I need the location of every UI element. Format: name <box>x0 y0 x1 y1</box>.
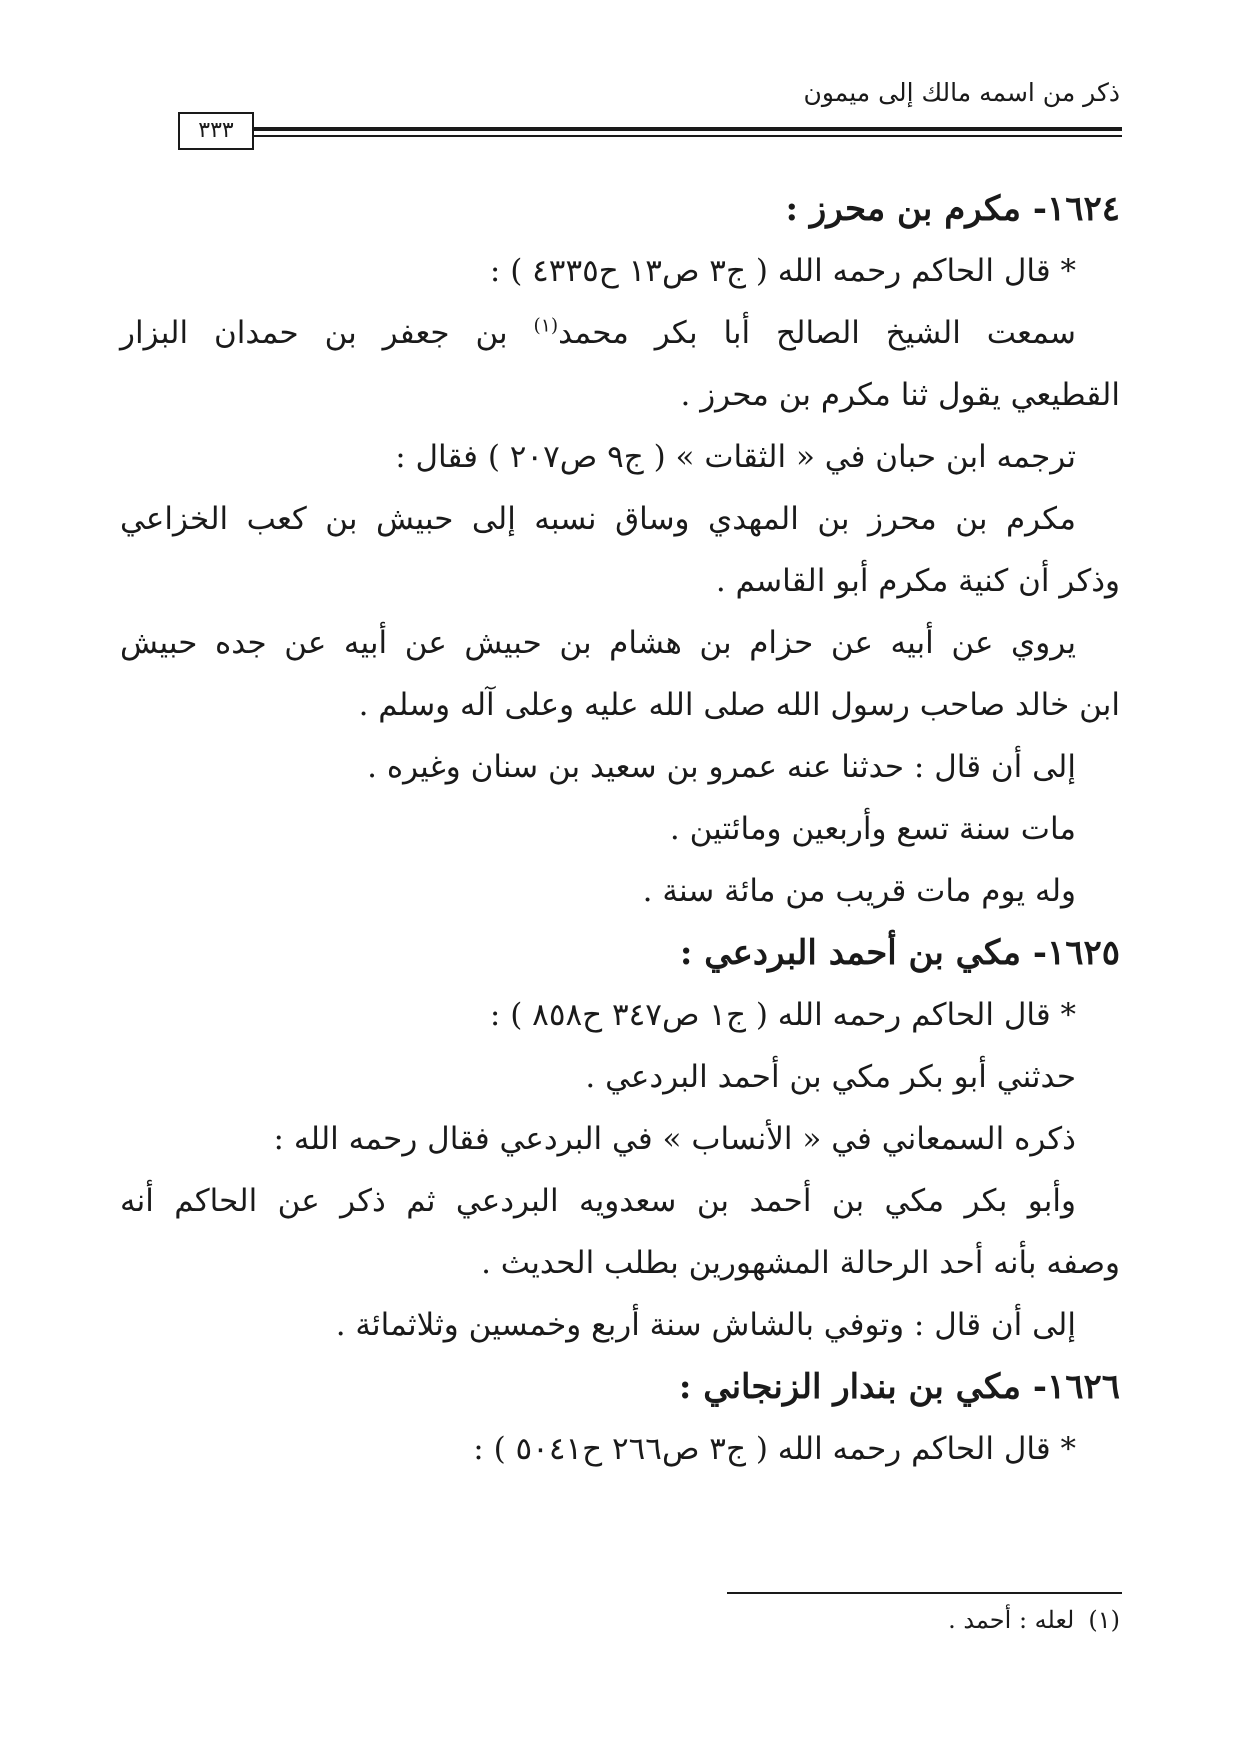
text-line: وله يوم مات قريب من مائة سنة . <box>642 873 1076 909</box>
text-line: يروي عن أبيه عن حزام بن هشام بن حبيش عن أبيه عن جده حبيش <box>120 625 1076 661</box>
text-line: ترجمه ابن حبان في « الثقات » ( ج٩ ص٢٠٧ ) فقال : <box>395 439 1076 475</box>
header-rule-thick <box>252 127 1122 131</box>
citation-line: * قال الحاكم رحمه الله ( ج٣ ص١٣ ح٤٣٣٥ ) : <box>489 253 1076 289</box>
entry-heading: ١٦٢٦- مكي بن بندار الزنجاني : <box>678 1367 1120 1407</box>
page-body <box>120 178 1120 1480</box>
footnote-marker: (١) <box>533 315 559 337</box>
text-line: مات سنة تسع وأربعين ومائتين . <box>669 811 1076 847</box>
entry-heading: ١٦٢٥- مكي بن أحمد البردعي : <box>679 933 1120 973</box>
entry-heading: ١٦٢٤- مكرم بن محرز : <box>785 189 1120 229</box>
text-line: إلى أن قال : وتوفي بالشاش سنة أربع وخمسين وثلاثمائة . <box>335 1307 1076 1343</box>
footnote-number: (١) <box>1088 1606 1120 1634</box>
text-line: وأبو بكر مكي بن أحمد بن سعدويه البردعي ثم ذكر عن الحاكم أنه <box>120 1183 1076 1219</box>
text-line: القطيعي يقول ثنا مكرم بن محرز . <box>680 377 1120 413</box>
footnote-rule <box>727 1592 1122 1594</box>
citation-line: * قال الحاكم رحمه الله ( ج٣ ص٢٦٦ ح٥٠٤١ ) : <box>473 1431 1076 1467</box>
header-rule-thin <box>252 135 1122 137</box>
text-line: وذكر أن كنية مكرم أبو القاسم . <box>715 563 1120 599</box>
page-number: ٣٣٣ <box>178 112 254 150</box>
text-line: حدثني أبو بكر مكي بن أحمد البردعي . <box>585 1059 1076 1095</box>
footnote-text: لعله : أحمد . <box>948 1606 1075 1634</box>
citation-line: * قال الحاكم رحمه الله ( ج١ ص٣٤٧ ح٨٥٨ ) : <box>489 997 1076 1033</box>
text-line: ابن خالد صاحب رسول الله صلى الله عليه وعلى آله وسلم . <box>358 687 1120 723</box>
text-line: وصفه بأنه أحد الرحالة المشهورين بطلب الحديث . <box>481 1245 1120 1281</box>
text-line: مكرم بن محرز بن المهدي وساق نسبه إلى حبيش بن كعب الخزاعي <box>120 501 1076 537</box>
footnote <box>948 1606 1120 1634</box>
running-title: ذكر من اسمه مالك إلى ميمون <box>803 78 1120 107</box>
text-line: ذكره السمعاني في « الأنساب » في البردعي فقال رحمه الله : <box>273 1121 1076 1157</box>
text-line: إلى أن قال : حدثنا عنه عمرو بن سعيد بن سنان وغيره . <box>367 749 1076 785</box>
text-line: سمعت الشيخ الصالح أبا بكر محمد$^{(١)}$ بن جعفر بن حمدان البزار <box>120 315 1076 351</box>
